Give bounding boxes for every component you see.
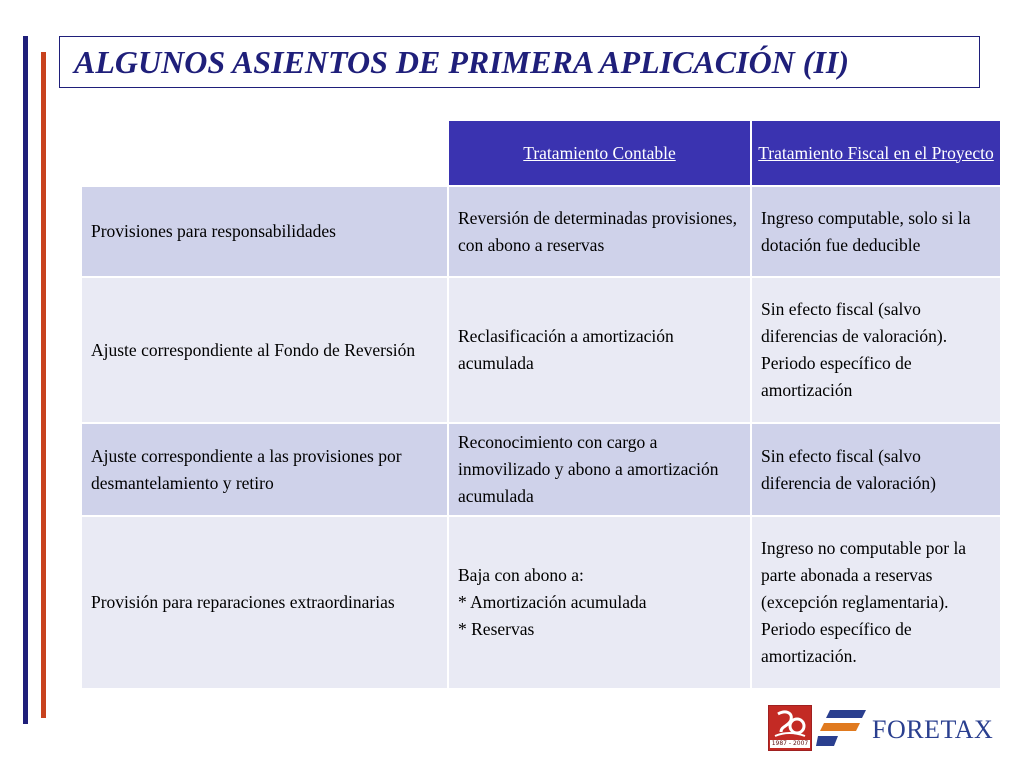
header-empty-cell (81, 120, 448, 186)
header-tratamiento-fiscal[interactable]: Tratamiento Fiscal en el Proyecto (751, 120, 1001, 186)
left-accent-bar-red (41, 52, 46, 718)
row-contable: Baja con abono a: * Amortización acumulada * Reservas (448, 516, 751, 689)
row-fiscal: Sin efecto fiscal (salvo diferencias de valoración). Periodo específico de amortización (751, 277, 1001, 423)
title-box (59, 36, 980, 88)
table-row (81, 423, 1001, 516)
table-row (81, 277, 1001, 423)
brand-name: FORETAX (872, 715, 994, 744)
row-contable: Reclasificación a amortización acumulada (448, 277, 751, 423)
row-concept: Provisión para reparaciones extraordinarias (81, 516, 448, 689)
slide-title: ALGUNOS ASIENTOS DE PRIMERA APLICACIÓN (II) (74, 43, 849, 80)
row-contable: Reversión de determinadas provisiones, con abono a reservas (448, 186, 751, 277)
row-contable: Reconocimiento con cargo a inmovilizado y abono a amortización acumulada (448, 423, 751, 516)
row-fiscal: Sin efecto fiscal (salvo diferencia de valoración) (751, 423, 1001, 516)
row-fiscal: Ingreso computable, solo si la dotación fue deducible (751, 186, 1001, 277)
row-fiscal: Ingreso no computable por la parte abonada a reservas (excepción reglamentaria). Periodo específico de amortización. (751, 516, 1001, 689)
foretax-f-mark-icon (816, 708, 866, 748)
foretax-logo (768, 705, 1012, 751)
row-concept: Ajuste correspondiente al Fondo de Reversión (81, 277, 448, 423)
treatment-table (80, 119, 1002, 690)
anniversary-crest-icon (768, 705, 812, 751)
table-row (81, 516, 1001, 689)
row-concept: Ajuste correspondiente a las provisiones por desmantelamiento y retiro (81, 423, 448, 516)
table-row (81, 186, 1001, 277)
crest-years: 1987 - 2007 (771, 740, 809, 747)
left-accent-bar-blue (23, 36, 28, 724)
header-tratamiento-contable[interactable]: Tratamiento Contable (448, 120, 751, 186)
row-concept: Provisiones para responsabilidades (81, 186, 448, 277)
table-header-row (81, 120, 1001, 186)
